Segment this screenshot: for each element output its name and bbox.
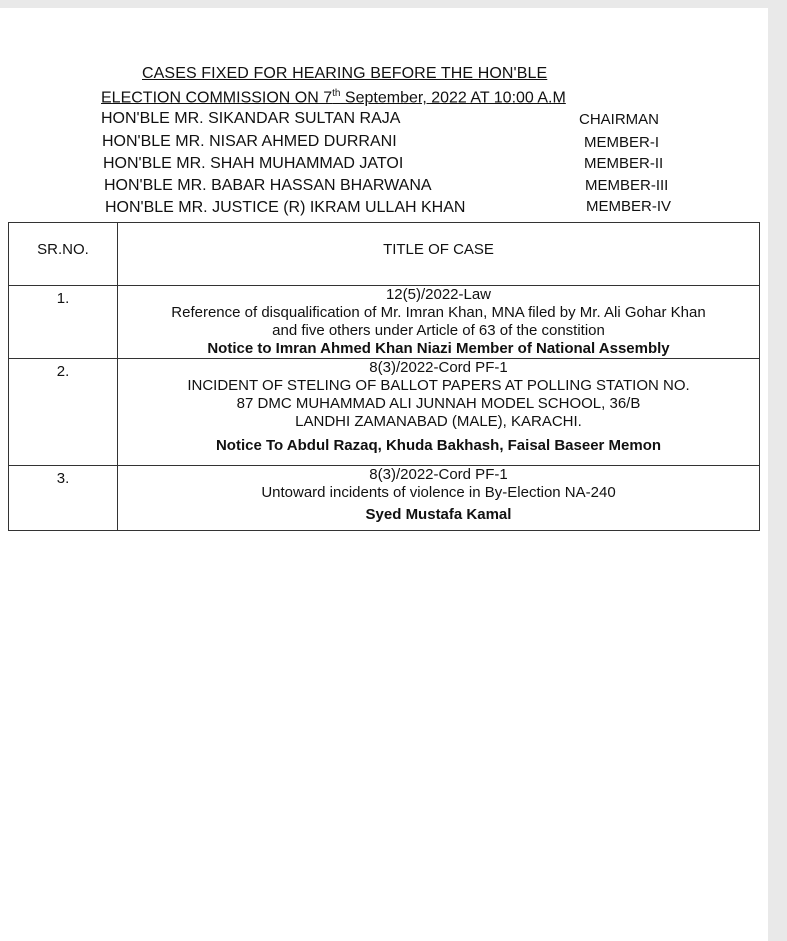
header-title-of-case	[118, 223, 760, 286]
case-desc-line: INCIDENT OF STELING OF BALLOT PAPERS AT POLLING STATION NO.	[187, 377, 690, 394]
bench-member-name: HON'BLE MR. SHAH MUHAMMAD JATOI	[103, 155, 404, 172]
case-ref: 12(5)/2022-Law	[385, 286, 492, 303]
bench-member-name: HON'BLE MR. NISAR AHMED DURRANI	[102, 133, 397, 150]
header-sr-no-label: SR.NO.	[37, 241, 89, 258]
sr-cell: 3.	[9, 466, 118, 531]
case-notice: Notice to Imran Ahmed Khan Niazi Member of National Assembly	[207, 340, 670, 357]
header-sr-no	[9, 223, 118, 286]
sr-cell: 1.	[9, 286, 118, 359]
table-row	[9, 359, 760, 466]
case-cell	[118, 286, 760, 359]
bench-member-role: MEMBER-II	[584, 155, 664, 172]
case-notice: Syed Mustafa Kamal	[365, 506, 512, 523]
bench-member-name: HON'BLE MR. SIKANDAR SULTAN RAJA	[101, 110, 401, 127]
case-ref: 8(3)/2022-Cord PF-1	[369, 359, 508, 376]
bench-member-name: HON'BLE MR. BABAR HASSAN BHARWANA	[104, 177, 432, 194]
case-desc-line: 87 DMC MUHAMMAD ALI JUNNAH MODEL SCHOOL, 36/B	[236, 395, 641, 412]
case-cell	[118, 466, 760, 531]
table-row	[9, 286, 760, 359]
title-line-2-prefix: ELECTION COMMISSION ON 7	[101, 89, 333, 107]
case-desc-line: Reference of disqualification of Mr. Imran Khan, MNA filed by Mr. Ali Gohar Khan	[171, 304, 706, 321]
title-line-2-suffix: September, 2022 AT 10:00 A.M	[340, 89, 566, 107]
bench-member-role: MEMBER-I	[584, 134, 659, 151]
case-desc-line: Untoward incidents of violence in By-Election NA-240	[261, 484, 616, 501]
bench-member-role: CHAIRMAN	[579, 111, 660, 128]
header-title-label: TITLE OF CASE	[383, 241, 494, 258]
table-row	[9, 466, 760, 531]
bench-member-name: HON'BLE MR. JUSTICE (R) IKRAM ULLAH KHAN	[105, 199, 466, 216]
case-notice: Notice To Abdul Razaq, Khuda Bakhash, Faisal Baseer Memon	[215, 437, 662, 454]
case-cell	[118, 359, 760, 466]
bench-member-role: MEMBER-III	[585, 177, 669, 194]
title-line-2	[101, 88, 566, 107]
title-line-2-sup: th	[332, 88, 341, 99]
table-header-row	[9, 223, 760, 286]
case-ref: 8(3)/2022-Cord PF-1	[369, 466, 508, 483]
sr-cell: 2.	[9, 359, 118, 466]
case-desc-line: and five others under Article of 63 of the constition	[272, 322, 605, 339]
case-desc-line: LANDHI ZAMANABAD (MALE), KARACHI.	[295, 413, 582, 430]
title-line-1: CASES FIXED FOR HEARING BEFORE THE HON'BLE	[142, 65, 548, 82]
document-page	[0, 8, 768, 941]
cases-table	[8, 222, 760, 531]
bench-member-role: MEMBER-IV	[586, 198, 672, 215]
